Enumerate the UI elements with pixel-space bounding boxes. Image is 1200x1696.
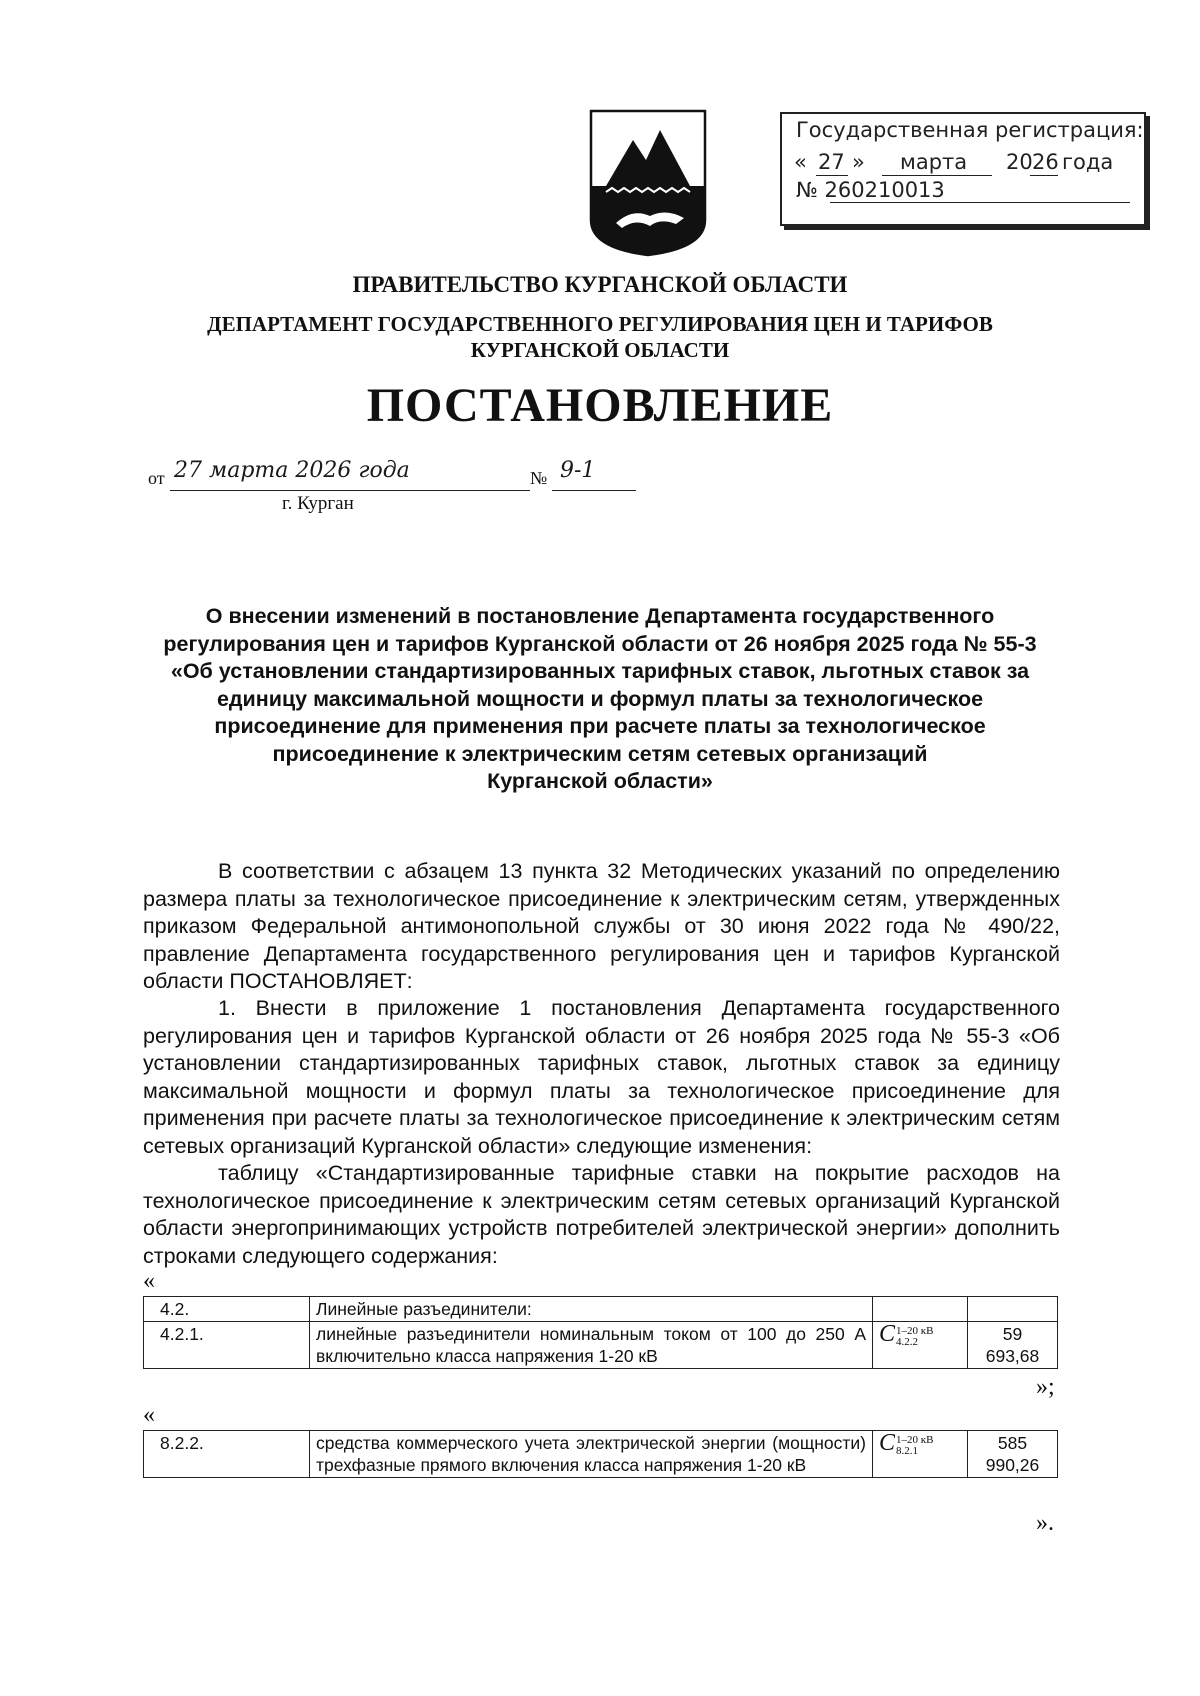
doc-number-label: №: [530, 468, 548, 488]
handwritten-date: 27 марта 2026 года: [174, 458, 410, 483]
handwritten-doc-number: 9-1: [560, 458, 596, 483]
coat-of-arms-emblem: [588, 108, 708, 258]
row-code: [873, 1297, 968, 1322]
table-row: [144, 1322, 1058, 1369]
registration-open-quote: «: [794, 150, 807, 174]
registration-date-line: [794, 150, 1134, 176]
registration-month: марта: [900, 150, 968, 174]
registration-day-underline: [816, 175, 848, 176]
registration-day: 27: [818, 150, 845, 174]
row-description: средства коммерческого учета электрической энергии (мощности) трехфазные прямого включения класса напряжения 1-20 кВ: [310, 1431, 873, 1478]
document-type-title: ПОСТАНОВЛЕНИЕ: [366, 379, 834, 432]
table2-close-quote: ».: [1036, 1510, 1054, 1536]
code-subscript: 8.2.1: [896, 1444, 919, 1457]
registration-month-underline: [882, 175, 992, 176]
subject-line: Курганской области»: [487, 769, 713, 793]
code-superscript: 1–20 кВ: [896, 1324, 934, 1337]
row-number: 4.2.1.: [144, 1322, 310, 1369]
row-code: [873, 1322, 968, 1369]
city-name: г. Курган: [282, 493, 354, 514]
table1-close-quote: »;: [1036, 1374, 1055, 1400]
code-subscript: 4.2.2: [896, 1335, 919, 1348]
code-indices: [896, 1326, 933, 1348]
row-code: [873, 1431, 968, 1478]
registration-number-line: [796, 178, 945, 202]
registration-number-label: №: [796, 178, 818, 202]
body-paragraph-1: В соответствии с абзацем 13 пункта 32 Методических указаний по определению размера платы за технологическое присоединение к электрическим сетям, утвержденных приказом Федеральной антимонопольной службы от 30 июня 2022 года № 490/22, правление Департамента государственного регулирования цен и тарифов Курганской области ПОСТАНОВЛЯЕТ:: [143, 859, 1060, 993]
row-value: [968, 1297, 1058, 1322]
code-superscript: 1–20 кВ: [896, 1433, 934, 1446]
subject-line: присоединение для применения при расчете платы за технологическое: [214, 714, 986, 738]
registration-year-suffix: 26: [1032, 150, 1059, 174]
row-number: 4.2.: [144, 1297, 310, 1322]
registration-year-prefix: 20: [1006, 150, 1033, 174]
registration-number: 260210013: [824, 178, 945, 202]
row-value: 585 990,26: [968, 1431, 1058, 1478]
subject-line: присоединение к электрическим сетям сетевых организаций: [272, 741, 928, 766]
code-symbol: C: [879, 1430, 896, 1456]
table-row: [144, 1431, 1058, 1478]
government-name: ПРАВИТЕЛЬСТВО КУРГАНСКОЙ ОБЛАСТИ: [352, 272, 848, 297]
doc-number-underline: [552, 490, 636, 491]
registration-year-underline: [1030, 175, 1058, 176]
registration-close-quote: »: [852, 150, 865, 174]
date-from-label: от: [148, 468, 165, 488]
resolution-subject: [140, 603, 1060, 796]
code-indices: [896, 1435, 933, 1457]
tariff-table-2: [143, 1430, 1058, 1478]
registration-label: Государственная регистрация:: [796, 118, 1144, 142]
body-paragraph-3: таблицу «Стандартизированные тарифные ставки на покрытие расходов на технологическое присоединение к электрическим сетям сетевых организаций Курганской области энергопринимающих устройств потребителей электрической энергии» дополнить строками следующего содержания:: [143, 1161, 1060, 1268]
table1-open-quote: «: [143, 1268, 155, 1294]
table2-open-quote: «: [143, 1402, 155, 1428]
date-underline: [170, 490, 530, 491]
code-symbol: C: [879, 1321, 896, 1347]
registration-year-word: года: [1062, 150, 1114, 174]
table-row: [144, 1297, 1058, 1322]
subject-line: О внесении изменений в постановление Департамента государственного: [205, 604, 995, 628]
department-name-line1: ДЕПАРТАМЕНТ ГОСУДАРСТВЕННОГО РЕГУЛИРОВАНИЯ ЦЕН И ТАРИФОВ: [207, 312, 993, 336]
row-number: 8.2.2.: [144, 1431, 310, 1478]
subject-line: регулирования цен и тарифов Курганской области от 26 ноября 2025 года № 55-3: [163, 631, 1037, 656]
department-name-line2: КУРГАНСКОЙ ОБЛАСТИ: [470, 338, 730, 362]
registration-stamp: [780, 112, 1146, 226]
row-value: 59 693,68: [968, 1322, 1058, 1369]
row-description: линейные разъединители номинальным током от 100 до 250 А включительно класса напряжения 1-20 кВ: [310, 1322, 873, 1369]
subject-line: «Об установлении стандартизированных тарифных ставок, льготных ставок за: [170, 659, 1030, 683]
registration-number-underline: [830, 202, 1130, 203]
row-description: Линейные разъединители:: [310, 1297, 873, 1322]
tariff-table-1: [143, 1296, 1058, 1369]
subject-line: единицу максимальной мощности и формул платы за технологическое: [216, 686, 984, 711]
body-paragraph-2: 1. Внести в приложение 1 постановления Департамента государственного регулирования цен и тарифов Курганской области от 26 ноября 2025 года № 55-3 «Об установлении стандартизированных тарифных ставок, льготных ставок за единицу максимальной мощности и формул платы за технологическое присоединение для применения при расчете платы за технологическое присоединение к электрическим сетям сетевых организаций Курганской области» следующие изменения:: [143, 996, 1060, 1158]
